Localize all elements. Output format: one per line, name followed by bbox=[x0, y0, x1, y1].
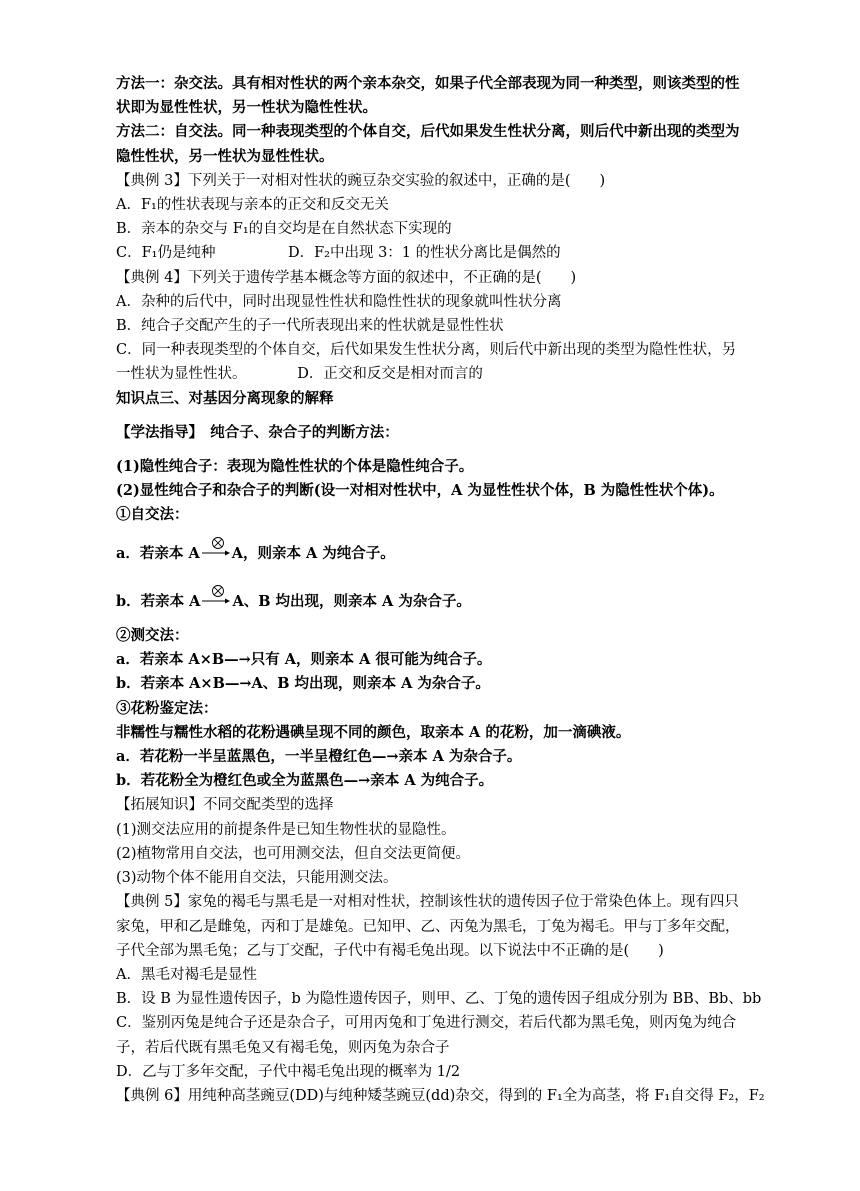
extended-knowledge-heading: 【拓展知识】不同交配类型的选择 bbox=[116, 797, 334, 814]
example-5-option-b: B．设 B 为显性遗传因子，b 为隐性遗传因子，则甲、乙、丁兔的遗传因子组成分别为 BB、Bb、bb bbox=[116, 991, 762, 1008]
example-5-line-1: 【典例 5】家兔的褐毛与黑毛是一对相对性状，控制该性状的遗传因子位于常染色体上。现有四只 bbox=[116, 894, 739, 911]
example-3-option-b: B．亲本的杂交与 F₁的自交均是在自然状态下实现的 bbox=[116, 221, 452, 238]
self-cross-case-b bbox=[116, 590, 822, 614]
self-cross-case-b-suffix: A、B 均出现，则亲本 A 为杂合子。 bbox=[232, 592, 471, 610]
selfing-arrow-icon bbox=[201, 547, 231, 561]
example-3-question: 【典例 3】下列关于一对相对性状的豌豆杂交实验的叙述中，正确的是( ) bbox=[116, 172, 606, 189]
example-4-option-a: A．杂种的后代中，同时出现显性性状和隐性性状的现象就叫性状分离 bbox=[116, 293, 562, 310]
pollen-case-a: a．若花粉一半呈蓝黑色，一半呈橙红色—→亲本 A 为杂合子。 bbox=[116, 748, 522, 766]
test-cross-case-a: a．若亲本 A×B—→只有 A，则亲本 A 很可能为纯合子。 bbox=[116, 651, 492, 669]
test-cross-heading: ②测交法： bbox=[116, 627, 189, 645]
method-1-line-2: 状即为显性性状，另一性状为隐性性状。 bbox=[116, 99, 377, 117]
extended-item-2: (2)植物常用自交法，也可用测交法，但自交法更简便。 bbox=[116, 845, 471, 862]
selfing-arrow-icon bbox=[201, 595, 231, 609]
method-2-line-2: 隐性性状，另一性状为显性性状。 bbox=[116, 147, 334, 165]
extended-item-1: (1)测交法应用的前提条件是已知生物性状的显隐性。 bbox=[116, 821, 456, 838]
pollen-method-intro: 非糯性与糯性水稻的花粉遇碘呈现不同的颜色，取亲本 A 的花粉，加一滴碘液。 bbox=[116, 723, 631, 741]
document-page bbox=[116, 72, 822, 1108]
pollen-case-b: b．若花粉全为橙红色或全为蓝黑色—→亲本 A 为纯合子。 bbox=[116, 772, 494, 790]
self-cross-case-b-prefix: b．若亲本 A bbox=[116, 592, 201, 610]
example-5-line-3: 子代全部为黑毛兔；乙与丁交配，子代中有褐毛兔出现。以下说法中不正确的是( ) bbox=[116, 942, 664, 959]
example-4-option-c-line-2: 一性状为显性性状。 D．正交和反交是相对而言的 bbox=[116, 366, 483, 383]
example-5-option-d: D．乙与丁多年交配，子代中褐毛兔出现的概率为 1/2 bbox=[116, 1063, 461, 1080]
example-5-option-c-line-2: 子，若后代既有黑毛兔又有褐毛兔，则丙兔为杂合子 bbox=[116, 1039, 450, 1056]
test-cross-case-b: b．若亲本 A×B—→A、B 均出现，则亲本 A 为杂合子。 bbox=[116, 675, 490, 693]
example-4-question: 【典例 4】下列关于遗传学基本概念等方面的叙述中，不正确的是( ) bbox=[116, 269, 577, 286]
example-5-option-a: A．黑毛对褐毛是显性 bbox=[116, 966, 257, 983]
self-cross-case-a-prefix: a．若亲本 A bbox=[116, 544, 200, 562]
example-3-option-cd: C．F₁仍是纯种 D．F₂中出现 3：1 的性状分离比是偶然的 bbox=[116, 245, 561, 262]
method-2-line-1: 方法二：自交法。同一种表现类型的个体自交，后代如果发生性状分离，则后代中新出现的类型为 bbox=[116, 123, 740, 141]
study-guide-heading: 【学法指导】 纯合子、杂合子的判断方法： bbox=[116, 423, 399, 441]
extended-item-3: (3)动物个体不能用自交法，只能用测交法。 bbox=[116, 870, 398, 887]
guide-item-2: (2)显性纯合子和杂合子的判断(设一对相对性状中，A 为显性性状个体，B 为隐性性状个体)。 bbox=[116, 482, 724, 500]
example-4-option-c-line-1: C．同一种表现类型的个体自交，后代如果发生性状分离，则后代中新出现的类型为隐性性状，另 bbox=[116, 342, 737, 359]
self-cross-heading: ①自交法： bbox=[116, 506, 189, 524]
pollen-method-heading: ③花粉鉴定法： bbox=[116, 699, 218, 717]
method-1-line-1: 方法一：杂交法。具有相对性状的两个亲本杂交，如果子代全部表现为同一种类型，则该类型的性 bbox=[116, 75, 740, 92]
example-6-line-1: 【典例 6】用纯种高茎豌豆(DD)与纯种矮茎豌豆(dd)杂交，得到的 F₁全为高茎，将 F₁自交得 F₂，F₂ bbox=[116, 1087, 765, 1104]
self-cross-case-a-suffix: A，则亲本 A 为纯合子。 bbox=[231, 544, 395, 562]
example-3-option-a: A．F₁的性状表现与亲本的正交和反交无关 bbox=[116, 197, 389, 214]
self-cross-case-a bbox=[116, 542, 822, 566]
example-5-option-c-line-1: C．鉴别丙兔是纯合子还是杂合子，可用丙兔和丁兔进行测交，若后代都为黑毛兔，则丙兔为纯合 bbox=[116, 1015, 737, 1032]
example-4-option-b: B．纯合子交配产生的子一代所表现出来的性状就是显性性状 bbox=[116, 318, 504, 335]
example-5-line-2: 家兔，甲和乙是雌兔，丙和丁是雄兔。已知甲、乙、丙兔为黑毛，丁兔为褐毛。甲与丁多年交配， bbox=[116, 918, 740, 935]
knowledge-point-3-heading: 知识点三、对基因分离现象的解释 bbox=[116, 389, 334, 407]
guide-item-1: (1)隐性纯合子：表现为隐性性状的个体是隐性纯合子。 bbox=[116, 458, 474, 476]
